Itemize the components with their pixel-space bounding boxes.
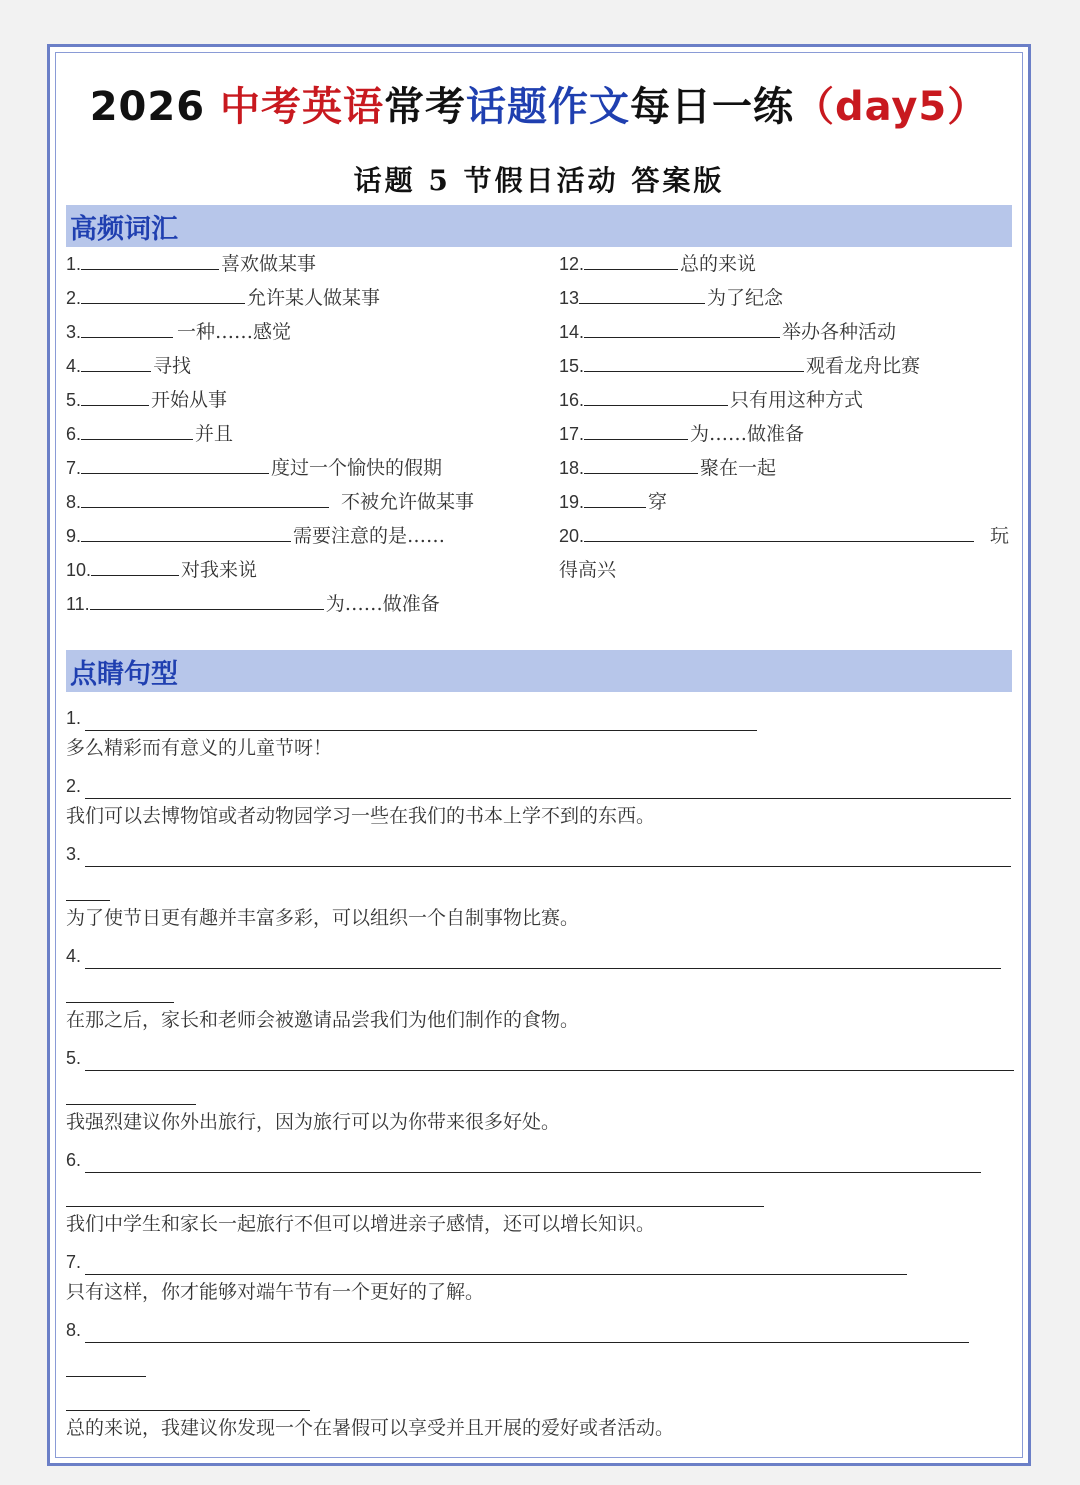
answer-continuation-line xyxy=(66,1173,1014,1207)
sentence-answer-line: 7. xyxy=(66,1241,1014,1275)
vocab-section-title: 高频词汇 xyxy=(70,214,178,245)
answer-blank[interactable] xyxy=(85,946,1001,969)
answer-blank[interactable] xyxy=(85,1150,981,1173)
answer-blank[interactable] xyxy=(85,1252,907,1275)
title-exam: 中考英语 xyxy=(219,84,384,130)
vocab-item: 4. 寻找 xyxy=(66,349,474,383)
page-title xyxy=(50,75,1028,132)
vocab-item: 15. 观看龙舟比赛 xyxy=(559,349,1009,383)
worksheet-page xyxy=(47,44,1031,1466)
sentence-answer-line: 3. xyxy=(66,833,1014,867)
vocab-item: 17. 为……做准备 xyxy=(559,417,1009,451)
vocab-item: 2. 允许某人做某事 xyxy=(66,281,474,315)
answer-blank[interactable] xyxy=(584,417,688,440)
sentence-answer-line: 5. xyxy=(66,1037,1014,1071)
answer-blank[interactable] xyxy=(584,451,698,474)
answer-blank[interactable] xyxy=(81,247,219,270)
answer-blank[interactable] xyxy=(85,844,1011,867)
vocab-item: 8. 不被允许做某事 xyxy=(66,485,474,519)
vocab-item: 7. 度过一个愉快的假期 xyxy=(66,451,474,485)
answer-blank[interactable] xyxy=(85,1048,1014,1071)
title-common: 常考 xyxy=(383,84,466,130)
answer-blank[interactable] xyxy=(584,519,974,542)
sentence-prompt: 多么精彩而有意义的儿童节呀！ xyxy=(66,737,333,759)
answer-blank[interactable] xyxy=(66,1410,310,1411)
answer-blank[interactable] xyxy=(81,519,291,542)
vocab-item: 11. 为……做准备 xyxy=(66,587,474,621)
sentence-prompt: 为了使节日更有趣并丰富多彩，可以组织一个自制事物比赛。 xyxy=(66,907,580,929)
answer-blank[interactable] xyxy=(584,383,728,406)
title-day: （day5） xyxy=(793,84,989,130)
vocab-item: 6. 并且 xyxy=(66,417,474,451)
vocab-item: 10. 对我来说 xyxy=(66,553,474,587)
answer-blank[interactable] xyxy=(584,485,646,508)
answer-blank[interactable] xyxy=(66,900,110,901)
vocab-item: 1. 喜欢做某事 xyxy=(66,247,474,281)
answer-blank[interactable] xyxy=(85,708,757,731)
answer-continuation-line xyxy=(66,969,1014,1003)
vocab-item: 18. 聚在一起 xyxy=(559,451,1009,485)
answer-continuation-line xyxy=(66,1377,1014,1411)
answer-blank[interactable] xyxy=(91,553,179,576)
vocab-left-column xyxy=(66,247,474,621)
sentence-prompt: 只有这样，你才能够对端午节有一个更好的了解。 xyxy=(66,1281,485,1303)
sentence-prompt: 我强烈建议你外出旅行，因为旅行可以为你带来很多好处。 xyxy=(66,1111,561,1133)
answer-blank[interactable] xyxy=(81,349,151,372)
answer-blank[interactable] xyxy=(584,247,678,270)
answer-blank[interactable] xyxy=(90,587,324,610)
vocab-item: 5. 开始从事 xyxy=(66,383,474,417)
answer-blank[interactable] xyxy=(579,281,705,304)
answer-continuation-line xyxy=(66,1343,1014,1377)
vocab-section-header xyxy=(66,205,1012,247)
sentence-answer-line: 4. xyxy=(66,935,1014,969)
answer-blank[interactable] xyxy=(85,1320,969,1343)
title-year: 2026 xyxy=(89,84,220,130)
vocab-item: 12. 总的来说 xyxy=(559,247,1009,281)
answer-blank[interactable] xyxy=(81,417,193,440)
vocab-item: 3. 一种……感觉 xyxy=(66,315,474,349)
answer-blank[interactable] xyxy=(66,1104,196,1105)
page-subtitle: 话题 5 节假日活动 答案版 xyxy=(353,164,725,197)
vocab-right-column xyxy=(559,247,1009,587)
vocab-item: 16. 只有用这种方式 xyxy=(559,383,1009,417)
sentence-answer-line: 1. xyxy=(66,697,1014,731)
sentence-answer-line: 6. xyxy=(66,1139,1014,1173)
sentence-prompt: 总的来说，我建议你发现一个在暑假可以享受并且开展的爱好或者活动。 xyxy=(66,1417,675,1439)
answer-blank[interactable] xyxy=(81,451,269,474)
sentence-section-header xyxy=(66,650,1012,692)
answer-blank[interactable] xyxy=(81,315,173,338)
sentence-section-title: 点睛句型 xyxy=(70,659,178,690)
sentence-answer-line: 8. xyxy=(66,1309,1014,1343)
answer-blank[interactable] xyxy=(81,281,245,304)
title-daily-practice: 每日一练 xyxy=(629,84,794,130)
answer-continuation-line xyxy=(66,1071,1014,1105)
title-topic-essay: 话题作文 xyxy=(465,84,630,130)
vocab-item: 14. 举办各种活动 xyxy=(559,315,1009,349)
answer-blank[interactable] xyxy=(584,349,804,372)
sentence-answer-line: 2. xyxy=(66,765,1014,799)
vocab-item: 13 为了纪念 xyxy=(559,281,1009,315)
answer-blank[interactable] xyxy=(584,315,780,338)
vocab-item: 19. 穿 xyxy=(559,485,1009,519)
answer-continuation-line xyxy=(66,867,1014,901)
vocab-item: 9. 需要注意的是…… xyxy=(66,519,474,553)
answer-blank[interactable] xyxy=(81,383,149,406)
vocab-item: 得高兴 xyxy=(559,559,617,581)
answer-blank[interactable] xyxy=(85,776,1011,799)
vocab-item: 20. 玩 xyxy=(559,519,1009,553)
sentence-prompt: 我们中学生和家长一起旅行不但可以增进亲子感情，还可以增长知识。 xyxy=(66,1213,656,1235)
sentence-list xyxy=(66,697,1014,1445)
sentence-prompt: 我们可以去博物馆或者动物园学习一些在我们的书本上学不到的东西。 xyxy=(66,805,656,827)
answer-blank[interactable] xyxy=(66,1002,174,1003)
answer-blank[interactable] xyxy=(81,485,329,508)
sentence-prompt: 在那之后，家长和老师会被邀请品尝我们为他们制作的食物。 xyxy=(66,1009,580,1031)
answer-blank[interactable] xyxy=(66,1206,764,1207)
